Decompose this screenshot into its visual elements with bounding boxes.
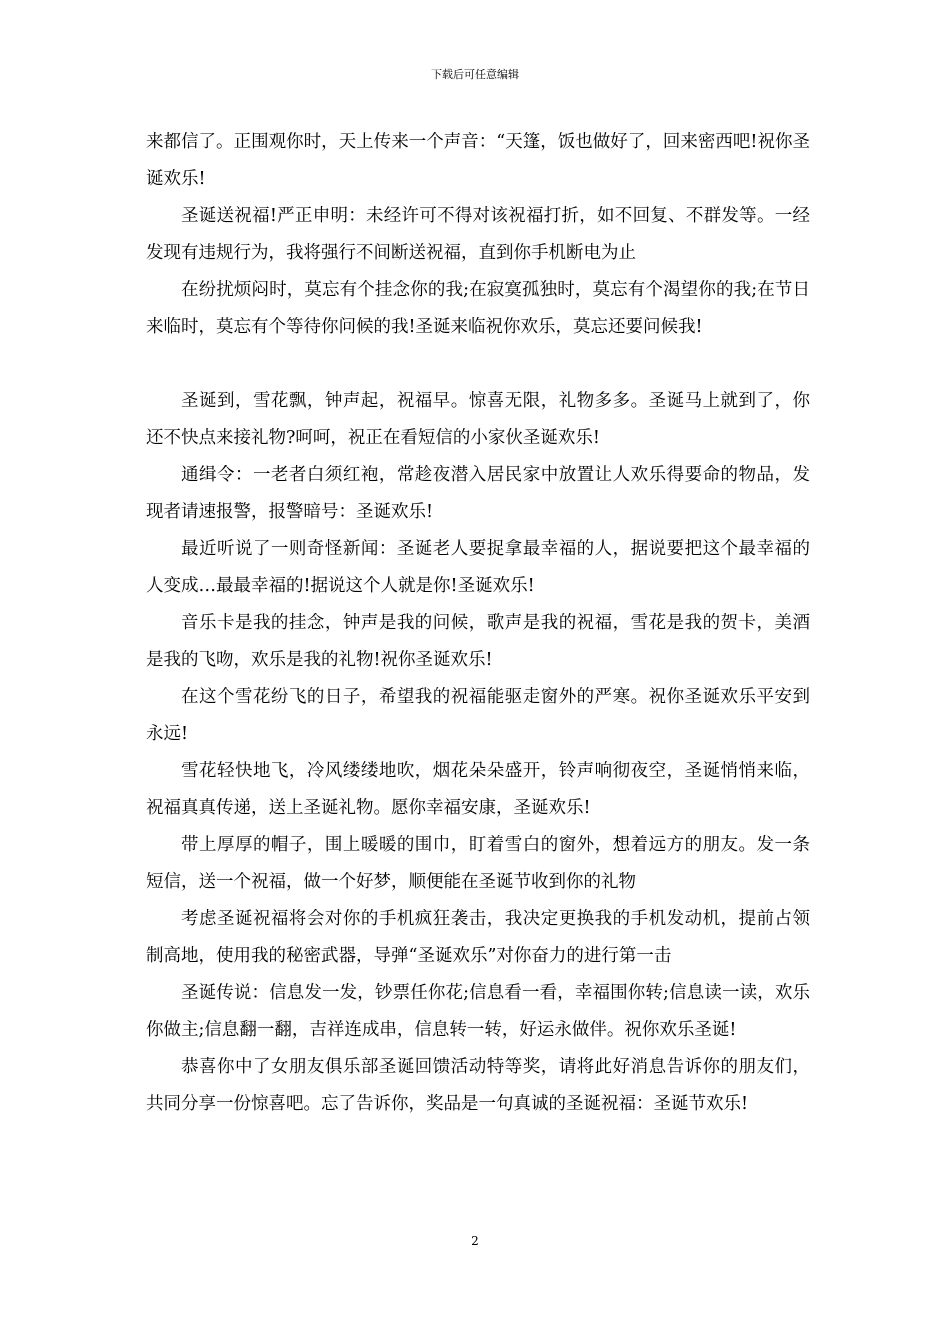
paragraph: 带上厚厚的帽子，围上暖暖的围巾，盯着雪白的窗外，想着远方的朋友。发一条短信，送一个祝福，做一个好梦，顺便能在圣诞节收到你的礼物: [146, 835, 810, 892]
paragraph-continued: 来都信了。正围观你时，天上传来一个声音：“天篷，饭也做好了，回来密西吧!祝你圣诞欢乐!: [146, 132, 810, 189]
paragraph: 圣诞传说：信息发一发，钞票任你花;信息看一看，幸福围你转;信息读一读，欢乐你做主;信息翻一翻，吉祥连成串，信息转一转，好运永做伴。祝你欢乐圣诞!: [146, 983, 810, 1040]
paragraph: 恭喜你中了女朋友俱乐部圣诞回馈活动特等奖，请将此好消息告诉你的朋友们，共同分享一份惊喜吧。忘了告诉你，奖品是一句真诚的圣诞祝福：圣诞节欢乐!: [146, 1057, 810, 1114]
page-header: 下载后可任意编辑: [431, 68, 519, 81]
paragraph: 在纷扰烦闷时，莫忘有个挂念你的我;在寂寞孤独时，莫忘有个渴望你的我;在节日来临时，莫忘有个等待你问候的我!圣诞来临祝你欢乐，莫忘还要问候我!: [146, 280, 810, 337]
page-number: 2: [471, 1234, 479, 1248]
document-body: [146, 124, 810, 1123]
paragraph: 最近听说了一则奇怪新闻：圣诞老人要捉拿最幸福的人，据说要把这个最幸福的人变成…最最幸福的!据说这个人就是你!圣诞欢乐!: [146, 539, 810, 596]
paragraph: 圣诞到，雪花飘，钟声起，祝福早。惊喜无限，礼物多多。圣诞马上就到了，你还不快点来接礼物?呵呵，祝正在看短信的小家伙圣诞欢乐!: [146, 391, 810, 448]
paragraph: 在这个雪花纷飞的日子，希望我的祝福能驱走窗外的严寒。祝你圣诞欢乐平安到永远!: [146, 687, 810, 744]
paragraph: 雪花轻快地飞，冷风缕缕地吹，烟花朵朵盛开，铃声响彻夜空，圣诞悄悄来临，祝福真真传递，送上圣诞礼物。愿你幸福安康，圣诞欢乐!: [146, 761, 810, 818]
paragraph: 圣诞送祝福!严正申明：未经许可不得对该祝福打折，如不回复、不群发等。一经发现有违规行为，我将强行不间断送祝福，直到你手机断电为止: [146, 206, 810, 263]
paragraph: 考虑圣诞祝福将会对你的手机疯狂袭击，我决定更换我的手机发动机，提前占领制高地，使用我的秘密武器，导弹“圣诞欢乐”对你奋力的进行第一击: [146, 909, 810, 966]
paragraph: 通缉令：一老者白须红袍，常趁夜潜入居民家中放置让人欢乐得要命的物品，发现者请速报警，报警暗号：圣诞欢乐!: [146, 465, 810, 522]
paragraph: 音乐卡是我的挂念，钟声是我的问候，歌声是我的祝福，雪花是我的贺卡，美酒是我的飞吻，欢乐是我的礼物!祝你圣诞欢乐!: [146, 613, 810, 670]
